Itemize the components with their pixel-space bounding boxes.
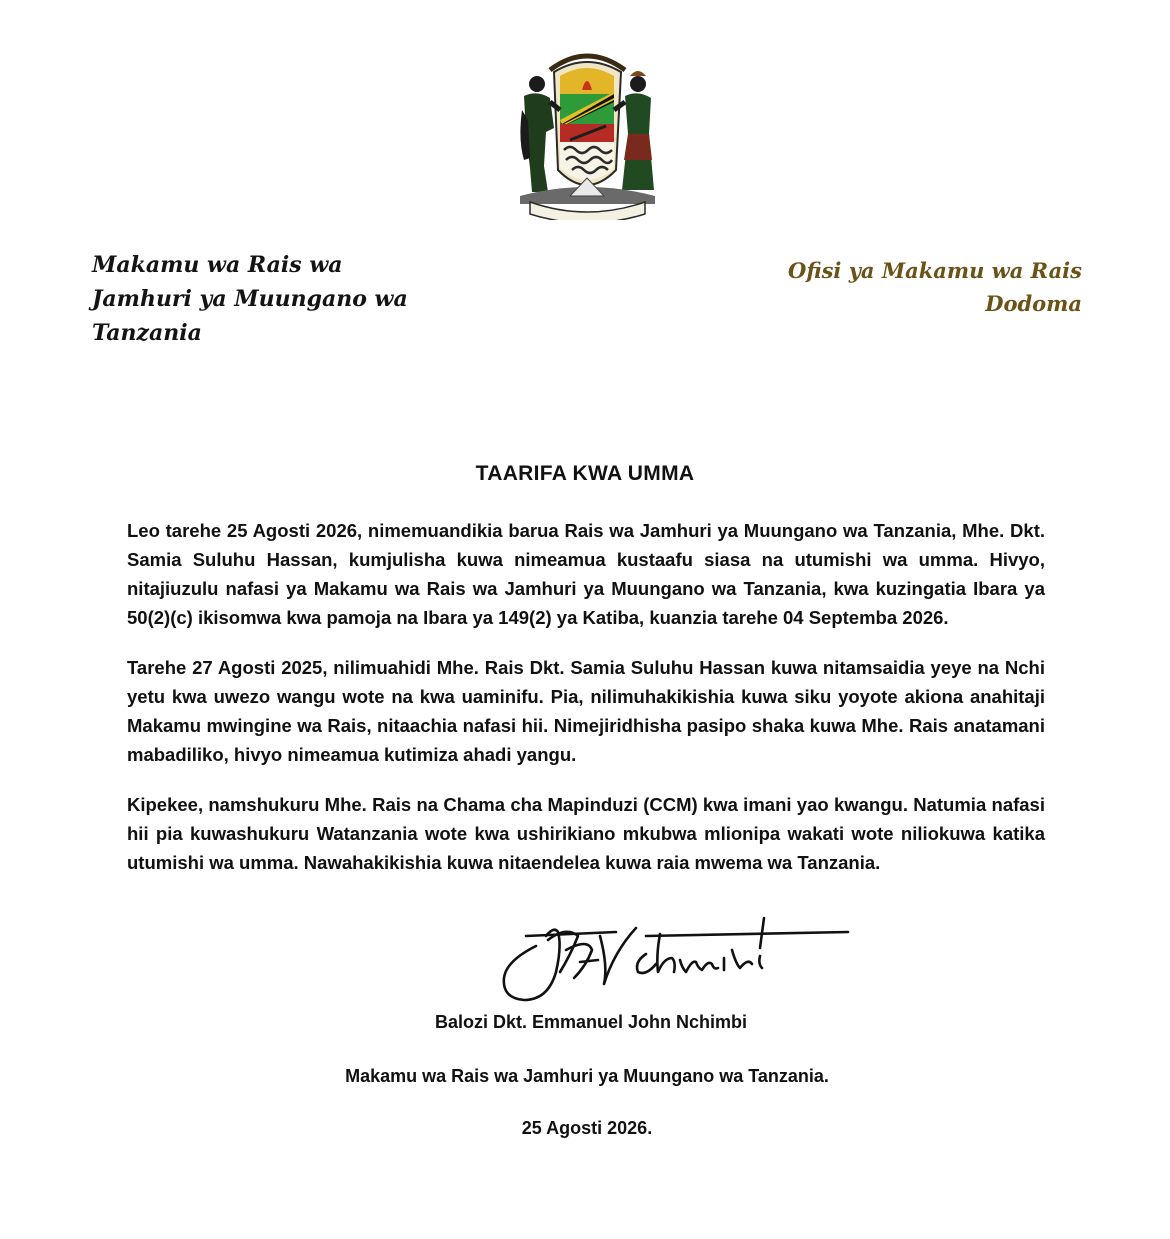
handwritten-signature-icon (496, 906, 856, 1016)
header-left-line: Jamhuri ya Muungano wa (92, 286, 408, 312)
header-right-line: Ofisi ya Makamu wa Rais (788, 258, 1082, 283)
signatory-name: Balozi Dkt. Emmanuel John Nchimbi (434, 1012, 748, 1032)
paragraph: Kipekee, namshukuru Mhe. Rais na Chama cha Mapinduzi (CCM) kwa imani yao kwangu. Natumia nafasi hii pia kuwashukuru Watanzania wote kwa ushirikiano mkubwa mlionipa wakati wote niliokuwa katika utumishi wa umma. Nawahakikishia kuwa nitaendelea kuwa raia mwema wa Tanzania. (127, 794, 1045, 873)
tanzania-coat-of-arms-icon (510, 50, 665, 220)
signature-date: 25 Agosti 2026. (521, 1118, 653, 1138)
paragraph: Tarehe 27 Agosti 2025, nilimuahidi Mhe. Rais Dkt. Samia Suluhu Hassan kuwa nitamsaidia yeye na Nchi yetu kwa uwezo wangu wote na kwa uaminifu. Pia, nilimuhakikishia kuwa siku yoyote akiona anahitaji Makamu mwingine wa Rais, nitaachia nafasi hii. Nimejiridhisha pasipo shaka kuwa Mhe. Rais anatamani mabadiliko, hivyo nimeamua kutimiza ahadi yangu. (127, 657, 1045, 765)
office-address (722, 254, 1082, 320)
header-right-line: Dodoma (985, 291, 1082, 316)
document-title: TAARIFA KWA UMMA (475, 462, 695, 485)
letter-body (127, 516, 1045, 898)
vice-president-title (92, 248, 452, 350)
paragraph: Leo tarehe 25 Agosti 2026, nimemuandikia barua Rais wa Jamhuri ya Muungano wa Tanzania, Mhe. Dkt. Samia Suluhu Hassan, kumjulisha kuwa nimeamua kustaafu siasa na utumishi wa umma. Hivyo, nitajiuzulu nafasi ya Makamu wa Rais wa Jamhuri ya Muungano wa Tanzania, kwa kuzingatia Ibara ya 50(2)(c) ikisomwa kwa pamoja na Ibara ya 149(2) ya Katiba, kuanzia tarehe 04 Septemba 2026. (127, 520, 1045, 628)
header-left-line: Tanzania (92, 320, 202, 346)
signatory-title: Makamu wa Rais wa Jamhuri ya Muungano wa Tanzania. (345, 1066, 829, 1086)
header-left-line: Makamu wa Rais wa (92, 252, 343, 278)
